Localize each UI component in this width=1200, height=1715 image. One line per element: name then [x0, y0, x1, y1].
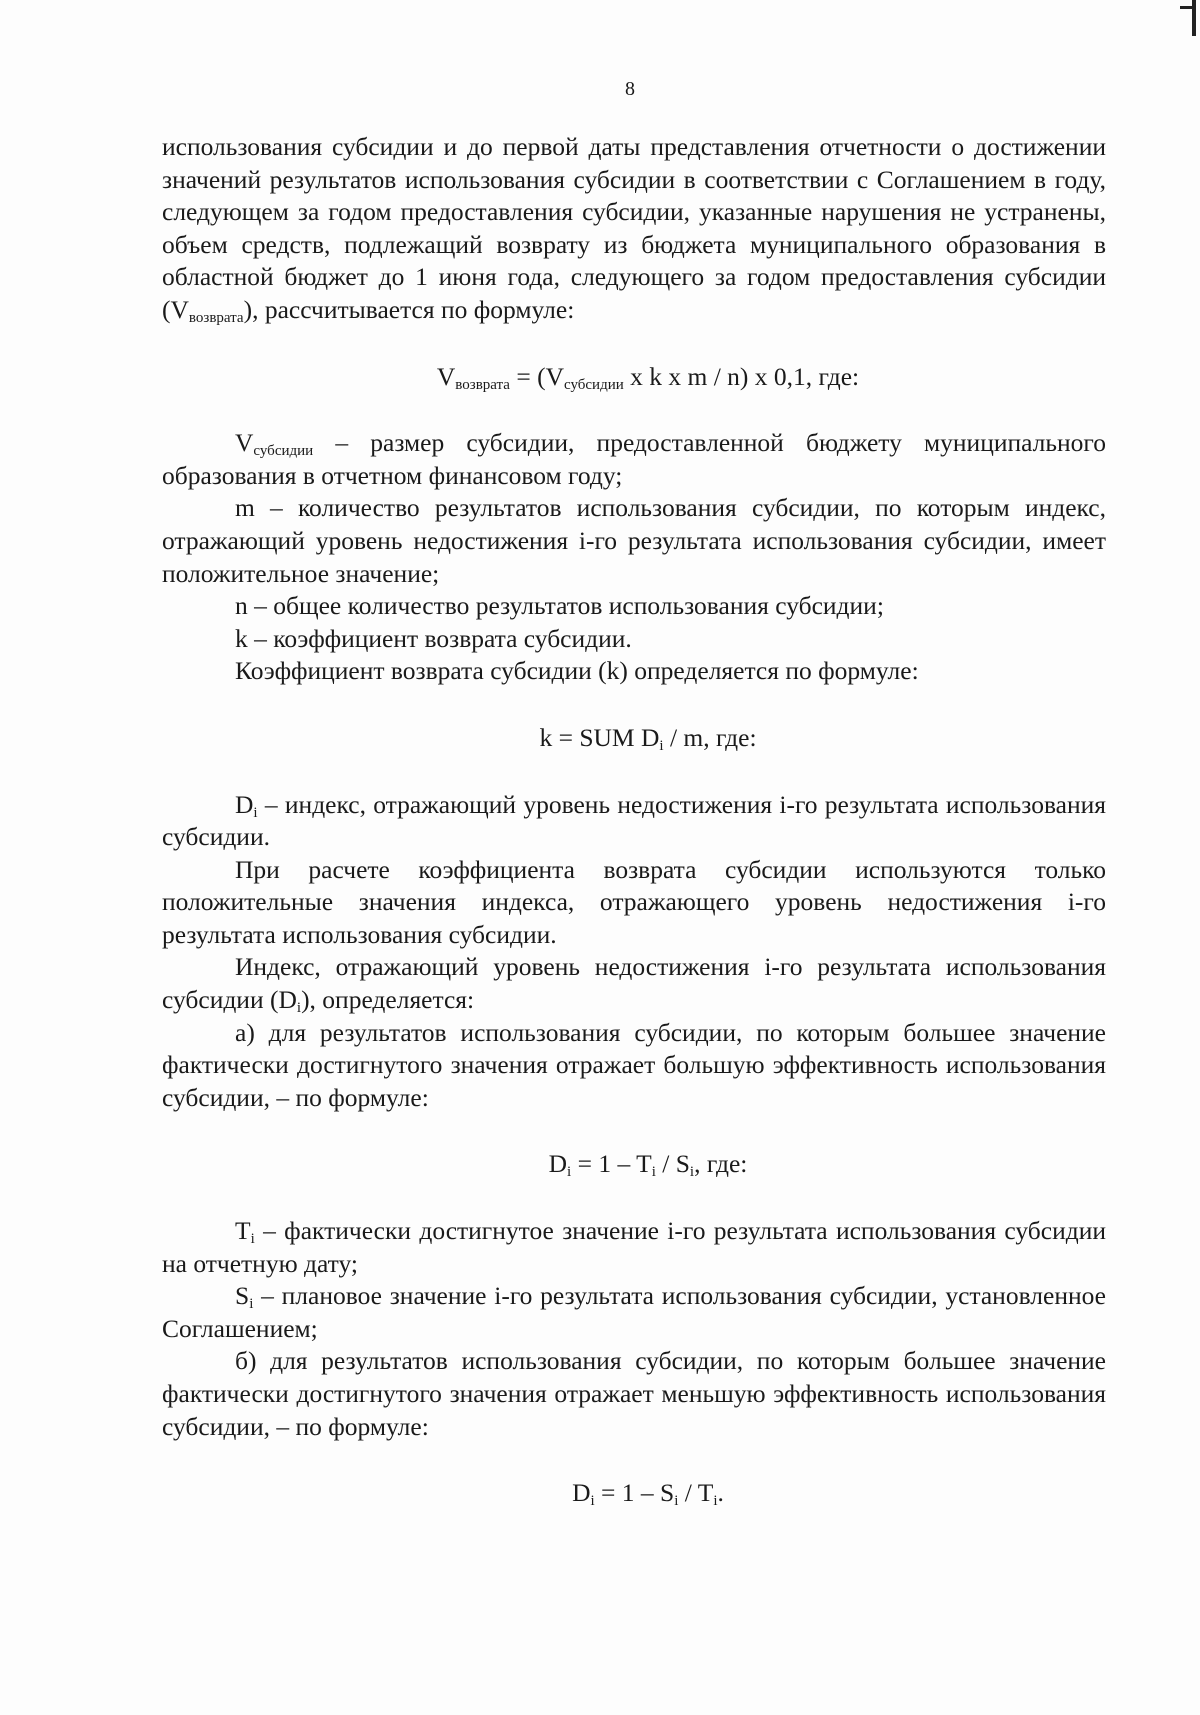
- formula-k: [162, 722, 1106, 755]
- f4-d: D: [572, 1478, 591, 1508]
- formula-v-symbol: V: [436, 361, 456, 391]
- index-intro-sub: i: [296, 1000, 302, 1017]
- f3-mid: = 1 – T: [571, 1149, 652, 1179]
- index-intro-b: ), определяется:: [301, 985, 475, 1015]
- f3-slash: / S: [655, 1149, 690, 1179]
- def-s-sub: i: [249, 1296, 254, 1313]
- definition-k: k – коэффициент возврата субсидии.: [235, 623, 632, 653]
- definition-m: m – количество результатов использования субсидии, по которым индекс, отражающий уровень недостижения i-го результата использования субсидии, имеет положительное значение;: [162, 493, 1106, 588]
- definition-ti: [162, 1215, 1106, 1280]
- f3-end: , где:: [694, 1149, 748, 1179]
- def-d-sub: i: [253, 804, 258, 821]
- def-v-symbol: V: [235, 428, 254, 458]
- definition-n: n – общее количество результатов использования субсидии;: [235, 591, 884, 621]
- formula-di-b: [162, 1477, 1106, 1510]
- f4-end: .: [717, 1478, 724, 1508]
- positive-values-note: При расчете коэффициента возврата субсидии используются только положительные значения индекса, отражающего уровень недостижения i-го результата использования субсидии.: [162, 854, 1106, 949]
- index-intro: [162, 951, 1106, 1016]
- page-number: 8: [625, 78, 635, 100]
- case-a: а) для результатов использования субсидии, по которым большее значение фактически достигнутого значения отражает большую эффективность использования субсидии, – по формуле:: [162, 1017, 1106, 1112]
- index-intro-a: Индекс, отражающий уровень недостижения i-го результата использования субсидии (D: [162, 952, 1106, 1015]
- f4-t-sub: i: [713, 1493, 718, 1510]
- def-t-symbol: T: [235, 1216, 251, 1246]
- intro-tail: ), рассчитывается по формуле:: [243, 294, 575, 324]
- definition-si: [162, 1280, 1106, 1345]
- def-v-text: – размер субсидии, предоставленной бюджету муниципального образования в отчетном финансовом году;: [162, 428, 1106, 490]
- formula-rest: x k x m / n) x 0,1, где:: [623, 361, 860, 391]
- intro-paragraph: [162, 131, 1106, 327]
- def-d-text: – индекс, отражающий уровень недостижения i-го результата использования субсидии.: [162, 789, 1106, 852]
- document-body: [162, 131, 1106, 1510]
- f4-mid: = 1 – S: [594, 1478, 675, 1508]
- def-d-symbol: D: [235, 789, 254, 819]
- definition-di: [162, 789, 1106, 854]
- formula-k-pre: k = SUM D: [539, 722, 660, 752]
- definition-v-subsidy: [162, 427, 1106, 492]
- f3-s-sub: i: [689, 1164, 695, 1181]
- f4-d-sub: i: [590, 1493, 595, 1510]
- formula-v-return: [162, 361, 1106, 394]
- scan-edge-mark-top: [1180, 6, 1196, 9]
- f3-t-sub: i: [651, 1164, 656, 1181]
- case-b: б) для результатов использования субсидии, по которым большее значение фактически достигнутого значения отражает меньшую эффективность использования субсидии, – по формуле:: [162, 1346, 1106, 1441]
- k-formula-intro: Коэффициент возврата субсидии (k) определяется по формуле:: [235, 656, 919, 686]
- def-s-text: – плановое значение i-го результата использования субсидии, установленное Соглашением;: [162, 1281, 1106, 1343]
- formula-v-return-sub: возврата: [455, 376, 510, 393]
- formula-di-a: [162, 1148, 1106, 1181]
- def-t-text: – фактически достигнутое значение i-го результата использования субсидии на отчетную дату;: [162, 1216, 1106, 1278]
- f4-s-sub: i: [674, 1493, 679, 1510]
- def-t-sub: i: [250, 1231, 255, 1248]
- def-v-sub: субсидии: [253, 443, 314, 460]
- formula-k-sub: i: [659, 737, 664, 754]
- intro-text: использования субсидии и до первой даты представления отчетности о достижении значений результатов использования субсидии в соответствии с Соглашением в году, следующем за годом предоставления субсидии, указанные нарушения не устранены, объем средств, подлежащий возврату из бюджета муниципального образования в областной бюджет до 1 июня года, следующего за годом предоставления субсидии (V: [162, 132, 1106, 324]
- f4-slash: / T: [678, 1478, 714, 1508]
- f3-d: D: [548, 1149, 568, 1179]
- v-return-subscript: возврата: [188, 309, 244, 326]
- formula-k-post: / m, где:: [663, 722, 757, 752]
- f3-d-sub: i: [567, 1164, 572, 1181]
- formula-v-subsidy-sub: субсидии: [564, 376, 624, 393]
- formula-eq-open: = (V: [509, 361, 564, 391]
- def-s-symbol: S: [235, 1281, 250, 1311]
